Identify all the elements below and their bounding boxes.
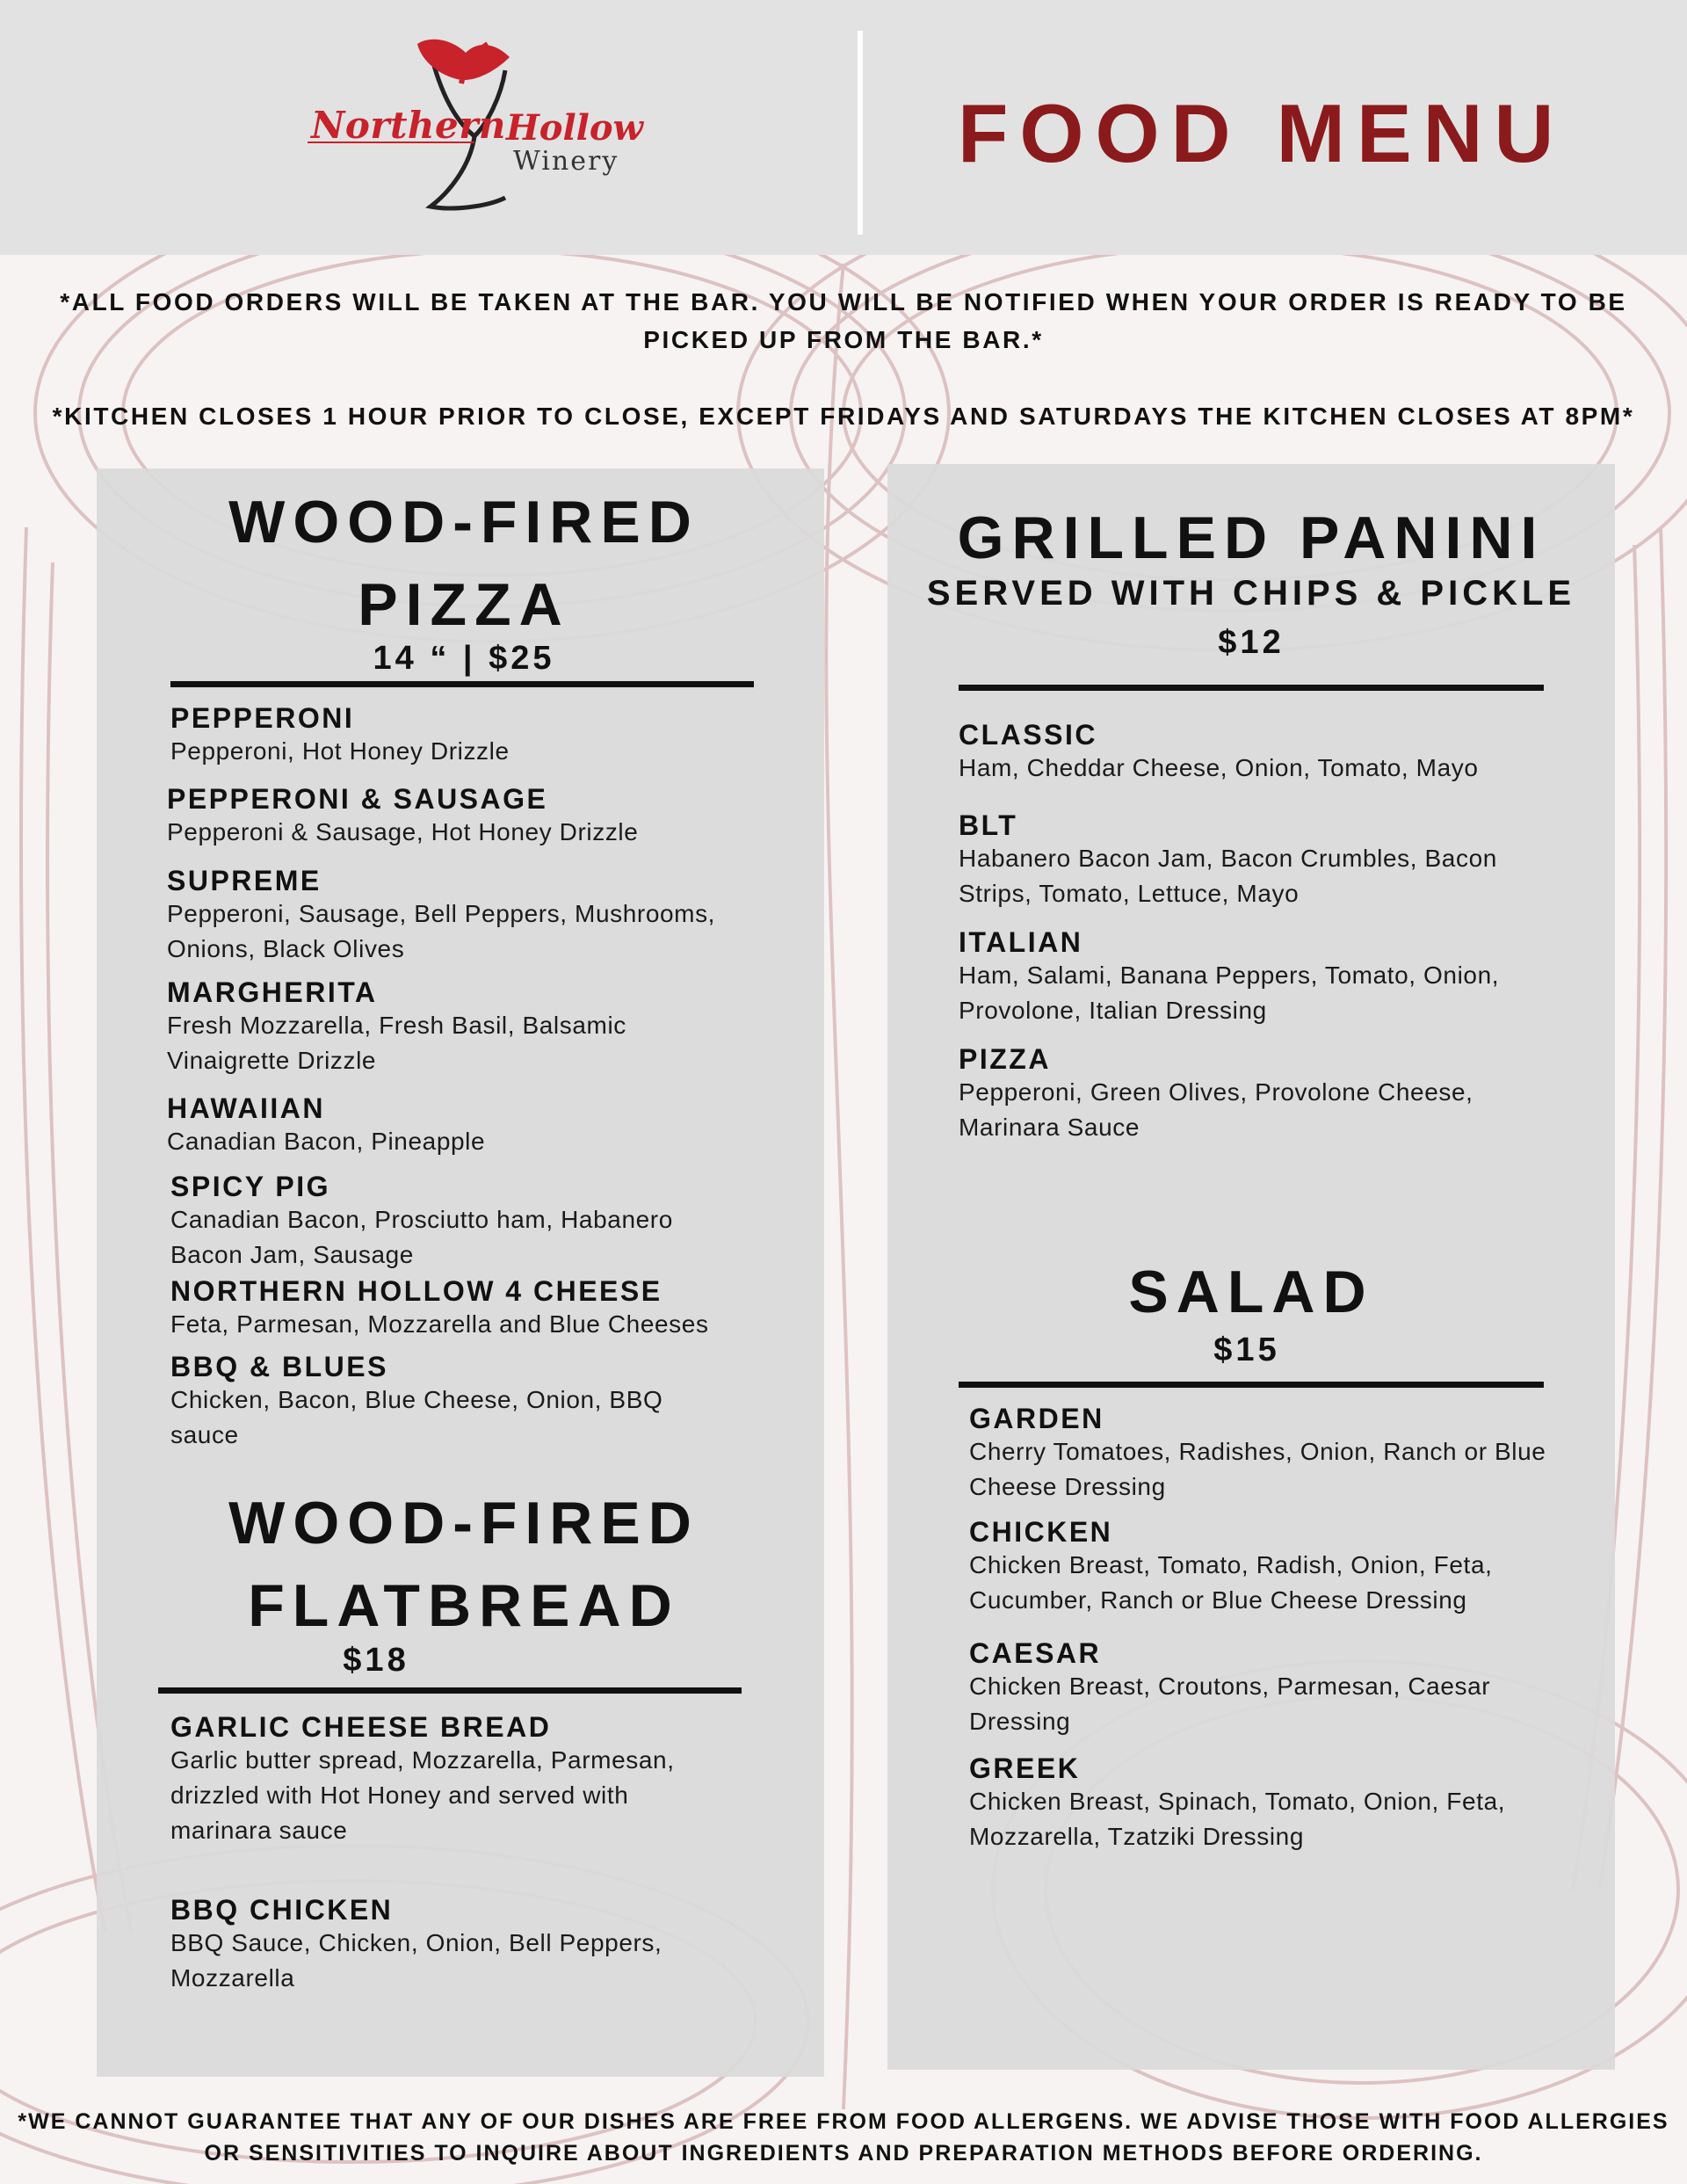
menu-item: [969, 1752, 1584, 1854]
item-name: CAESAR: [969, 1637, 1102, 1669]
menu-item: [959, 1043, 1574, 1145]
item-description: BBQ Sauce, Chicken, Onion, Bell Peppers, Mozzarella: [170, 1929, 662, 1992]
item-name: ITALIAN: [959, 926, 1083, 958]
panini-price: $12: [1218, 624, 1285, 661]
item-name: CHICKEN: [969, 1516, 1113, 1548]
item-description: Pepperoni, Sausage, Bell Peppers, Mushrooms, Onions, Black Olives: [167, 900, 716, 962]
item-name: PIZZA: [959, 1043, 1051, 1075]
item-name: BBQ CHICKEN: [170, 1894, 394, 1926]
item-description: Feta, Parmesan, Mozzarella and Blue Cheeses: [170, 1310, 709, 1338]
item-description: Pepperoni & Sausage, Hot Honey Drizzle: [167, 818, 639, 845]
item-name: GARLIC CHEESE BREAD: [170, 1711, 552, 1743]
menu-item: [969, 1516, 1584, 1618]
salad-title: SALAD: [1128, 1259, 1374, 1325]
left-menu-panel: [97, 468, 824, 2077]
item-description: Cherry Tomatoes, Radishes, Onion, Ranch or Blue Cheese Dressing: [969, 1438, 1546, 1500]
item-name: HAWAIIAN: [167, 1092, 325, 1124]
header-divider: [858, 31, 863, 235]
menu-item: [969, 1637, 1584, 1739]
item-description: Chicken, Bacon, Blue Cheese, Onion, BBQ sauce: [170, 1386, 663, 1448]
menu-item: [959, 926, 1574, 1028]
item-name: CLASSIC: [959, 719, 1097, 751]
right-menu-panel: [887, 464, 1615, 2070]
menu-item: [167, 1092, 782, 1159]
menu-item: [170, 1275, 786, 1342]
allergen-notice: *WE CANNOT GUARANTEE THAT ANY OF OUR DISHES ARE FREE FROM FOOD ALLERGENS. WE ADVISE THOSE WITH FOOD ALLERGIES OR SENSITIVITIES TO INQUIRE ABOUT INGREDIENTS AND PREPARATION METHODS BEFORE ORDERING.: [18, 2109, 1669, 2166]
menu-item: [170, 1711, 786, 1848]
item-name: BLT: [959, 809, 1018, 841]
order-notice: *ALL FOOD ORDERS WILL BE TAKEN AT THE BAR. YOU WILL BE NOTIFIED WHEN YOUR ORDER IS READY TO BE PICKED UP FROM THE BAR.*: [60, 288, 1627, 353]
item-description: Ham, Salami, Banana Peppers, Tomato, Onion, Provolone, Italian Dressing: [959, 961, 1500, 1024]
menu-item: [170, 1351, 786, 1453]
menu-item: [167, 976, 782, 1078]
item-description: Pepperoni, Hot Honey Drizzle: [170, 737, 510, 765]
pizza-divider: [170, 681, 754, 687]
item-name: SUPREME: [167, 865, 322, 896]
item-name: PEPPERONI: [170, 702, 355, 734]
item-description: Canadian Bacon, Prosciutto ham, Habanero Bacon Jam, Sausage: [170, 1206, 673, 1268]
salad-divider: [959, 1382, 1544, 1388]
panini-subtitle: SERVED WITH CHIPS & PICKLE: [926, 574, 1576, 613]
menu-item: [969, 1403, 1584, 1505]
header-bar: [0, 0, 1687, 255]
item-name: BBQ & BLUES: [170, 1351, 388, 1382]
logo-text-winery: Winery: [513, 146, 619, 177]
menu-item: [170, 702, 786, 769]
item-description: Canadian Bacon, Pineapple: [167, 1128, 486, 1155]
salad-price: $15: [1213, 1331, 1280, 1368]
pizza-title-line2: PIZZA: [358, 571, 570, 638]
item-name: NORTHERN HOLLOW 4 CHEESE: [170, 1275, 662, 1307]
item-description: Chicken Breast, Spinach, Tomato, Onion, Feta, Mozzarella, Tzatziki Dressing: [969, 1788, 1506, 1850]
menu-item: [959, 809, 1574, 911]
item-description: Fresh Mozzarella, Fresh Basil, Balsamic Vinaigrette Drizzle: [167, 1012, 626, 1074]
menu-item: [170, 1894, 786, 1996]
item-name: MARGHERITA: [167, 976, 378, 1008]
flatbread-title-line1: WOOD-FIRED: [228, 1490, 699, 1556]
menu-item: [167, 783, 782, 850]
item-name: GARDEN: [969, 1403, 1104, 1434]
logo-text-northern: Northern: [311, 104, 506, 147]
item-description: Garlic butter spread, Mozzarella, Parmesan, drizzled with Hot Honey and served with marinara sauce: [170, 1746, 675, 1844]
page-title: FOOD MENU: [958, 87, 1566, 179]
menu-item: [170, 1171, 786, 1273]
pizza-price: 14 “ | $25: [373, 640, 555, 677]
item-description: Habanero Bacon Jam, Bacon Crumbles, Bacon Strips, Tomato, Lettuce, Mayo: [959, 845, 1497, 907]
item-name: SPICY PIG: [170, 1171, 330, 1202]
menu-item: [167, 865, 782, 967]
item-description: Ham, Cheddar Cheese, Onion, Tomato, Mayo: [959, 754, 1479, 781]
item-description: Chicken Breast, Tomato, Radish, Onion, Feta, Cucumber, Ranch or Blue Cheese Dressing: [969, 1551, 1493, 1614]
item-description: Chicken Breast, Croutons, Parmesan, Caesar Dressing: [969, 1672, 1491, 1735]
flatbread-price: $18: [343, 1642, 409, 1679]
logo-text-hollow: Hollow: [506, 107, 643, 149]
item-name: GREEK: [969, 1752, 1081, 1784]
panini-title: GRILLED PANINI: [957, 504, 1546, 571]
item-description: Pepperoni, Green Olives, Provolone Cheese, Marinara Sauce: [959, 1078, 1473, 1141]
item-name: PEPPERONI & SAUSAGE: [167, 783, 548, 815]
flatbread-divider: [158, 1687, 742, 1694]
flatbread-title-line2: FLATBREAD: [248, 1572, 680, 1639]
menu-item: [959, 719, 1574, 786]
kitchen-notice: *KITCHEN CLOSES 1 HOUR PRIOR TO CLOSE, EXCEPT FRIDAYS AND SATURDAYS THE KITCHEN CLOSES AT 8PM*: [52, 403, 1635, 430]
pizza-title-line1: WOOD-FIRED: [228, 489, 699, 555]
panini-divider: [959, 685, 1544, 691]
winery-logo: [299, 35, 643, 224]
